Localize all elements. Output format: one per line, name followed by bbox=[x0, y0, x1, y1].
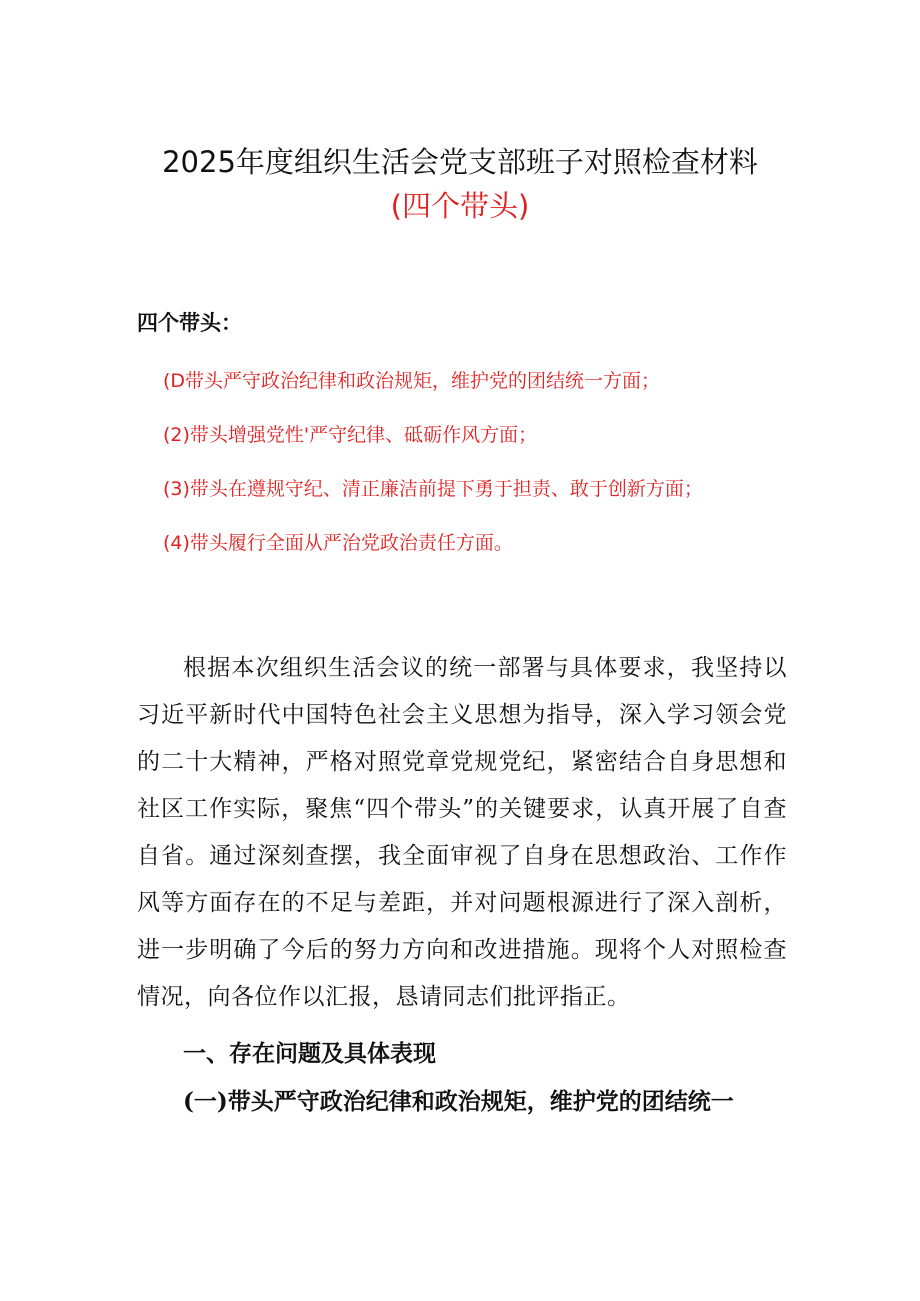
list-item: (3)带头在遵规守纪、清正廉洁前提下勇于担责、敢于创新方面； bbox=[163, 478, 703, 500]
document-subtitle: (四个带头) bbox=[390, 189, 530, 223]
section-label: 四个带头： bbox=[137, 310, 242, 335]
list-item: (2)带头增强党性'严守纪律、砥砺作风方面； bbox=[163, 424, 538, 446]
list-item: (D带头严守政治纪律和政治规矩，维护党的团结统一方面； bbox=[163, 370, 661, 392]
list-item: (4)带头履行全面从严治党政治责任方面。 bbox=[163, 532, 513, 554]
four-points-list bbox=[163, 362, 703, 578]
document-title: 2025年度组织生活会党支部班子对照检查材料 bbox=[162, 145, 758, 179]
subsection-heading: (一)带头严守政治纪律和政治规矩，维护党的团结统一 bbox=[183, 1088, 734, 1115]
section-heading: 一、存在问题及具体表现 bbox=[183, 1040, 436, 1067]
body-paragraph: 根据本次组织生活会议的统一部署与具体要求，我坚持以习近平新时代中国特色社会主义思想为指导，深入学习领会党的二十大精神，严格对照党章党规党纪，紧密结合自身思想和社区工作实际，聚焦“四个带头”的关键要求，认真开展了自查自省。通过深刻查摆，我全面审视了自身在思想政治、工作作风等方面存在的不足与差距，并对问题根源进行了深入剖析，进一步明确了今后的努力方向和改进措施。现将个人对照检查情况，向各位作以汇报，恳请同志们批评指正。 bbox=[137, 655, 787, 1010]
